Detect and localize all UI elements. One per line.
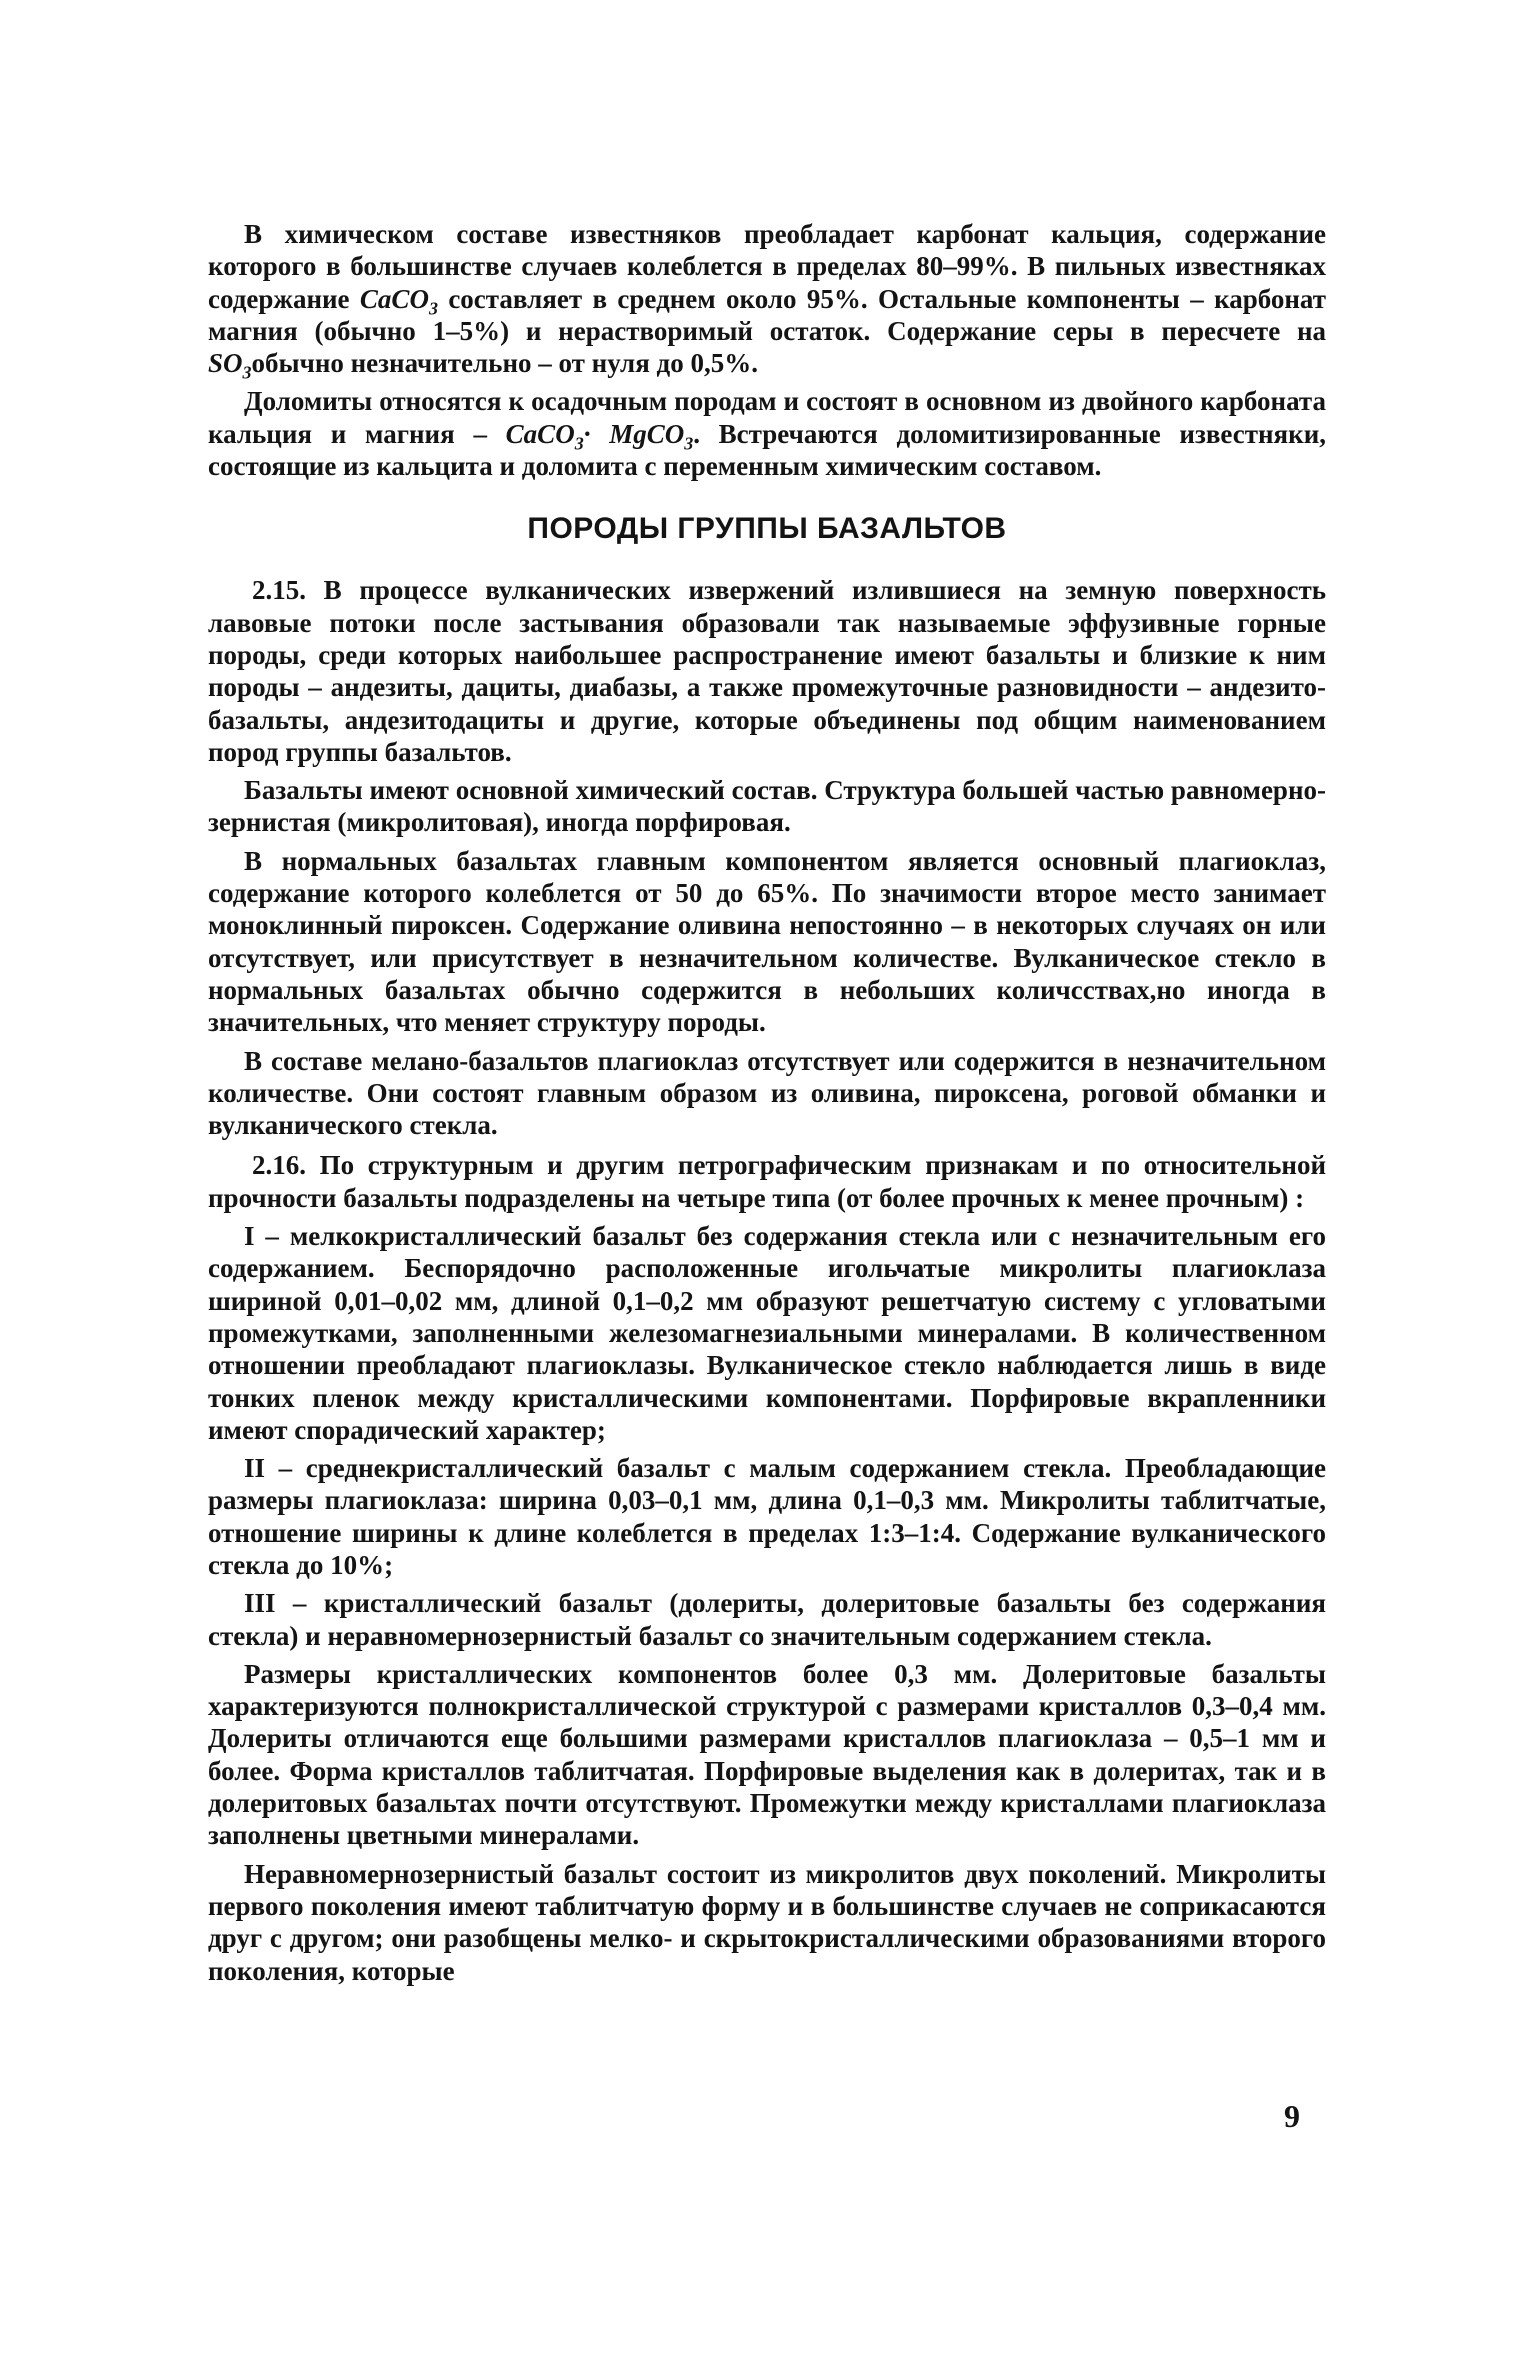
text-segment: Доломиты относятся к осадочным породам и состоят в основном из двойного карбоната кальция и магния – xyxy=(208,386,1326,449)
formula-dolomite: CaCO$_3$· MgCO$_3$ xyxy=(505,418,694,454)
paragraph-melano-basalts: В составе мелано-базальтов плагиоклаз отсутствует или содержится в незначительном количестве. Они состоят главным образом из оливина, пироксена, роговой обманки и вулканического стекла. xyxy=(208,1045,1326,1141)
formula-so3: $SO_3$ xyxy=(208,348,252,383)
paragraph-type-3: III – кристаллический базальт (долериты, долеритовые базальты без содержания стекла) и неравномернозернистый базальт со значительным содержанием стекла. xyxy=(208,1588,1326,1651)
paragraph-normal-basalts: В нормальных базальтах главным компонентом является основный плагиоклаз, содержание которого колеблется от 50 до 65%. По значимости второе место занимает моноклинный пироксен. Содержание оливина непостоянно – в некоторых случаях он или отсутствует, или присутствует в незначительном количестве. Вулканическое стекло в нормальных базальтах обычно содержится в небольших количсствах,но иногда в значительных, что меняет структуру породы. xyxy=(208,845,1326,1038)
paragraph-type-2: II – среднекристаллический базальт с малым содержанием стекла. Преобладающие размеры плагиоклаза: ширина 0,03–0,1 мм, длина 0,1–0,3 мм. Микролиты таблитчатые, отношение ширины к длине колеблется в пределах 1:3–1:4. Содержание вулканического стекла до 10%; xyxy=(208,1453,1326,1580)
paragraph-limestone-composition xyxy=(208,218,1326,383)
paragraph-basalt-structure: Базальты имеют основной химический состав. Структура большей частью равномерно-зернистая (микролитовая), иногда порфировая. xyxy=(208,775,1326,838)
text-segment: обычно незначительно – от нуля до 0,5%. xyxy=(251,348,758,379)
section-heading: ПОРОДЫ ГРУППЫ БАЗАЛЬТОВ xyxy=(527,512,1007,546)
paragraph-2-15: 2.15. В процессе вулканических извержений излившиеся на земную поверхность лавовые потоки после застывания образовали так называемые эффузивные горные породы, среди которых наибольшее распространение имеют базальты и близкие к ним породы – андезиты, дациты, диабазы, а также промежуточные разновидности – андезито-базальты, андезитодациты и другие, которые объединены под общим наименованием пород группы базальтов. xyxy=(208,575,1326,767)
paragraph-uneven-basalt: Неравномернозернистый базальт состоит из микролитов двух поколений. Микролиты первого поколения имеют таблитчатую форму и в большинстве случаев не соприкасаются друг с другом; они разобщены мелко- и скрытокристаллическими образованиями второго поколения, которые xyxy=(208,1858,1326,1986)
paragraph-type-1: I – мелкокристаллический базальт без содержания стекла или с незначительным его содержанием. Беспорядочно расположенные игольчатые микролиты плагиоклаза шириной 0,01–0,02 мм, длиной 0,1–0,2 мм образуют решетчатую систему с угловатыми промежутками, заполненными железомагнезиальными минералами. В количественном отношении преобладают плагиоклазы. Вулканическое стекло наблюдается лишь в виде тонких пленок между кристаллическими компонентами. Порфировые вкрапленники имеют спорадический характер; xyxy=(208,1221,1326,1445)
text-segment: В химическом составе известняков преобладает карбонат кальция, содержание которого в большинстве случаев колеблется в пределах 80–99%. В пильных известняках содержание xyxy=(208,219,1326,314)
text-segment: . Встречаются доломитизированные известняки, состоящие из кальцита и доломита с переменным химическим составом. xyxy=(208,418,1327,482)
text-segment: составляет в среднем около 95%. Остальные компоненты – карбонат магния (обычно 1–5%) и нерастворимый остаток. Содержание серы в пересчете на xyxy=(208,283,1326,346)
paragraph-2-16: 2.16. По структурным и другим петрографическим признакам и по относительной прочности базальты подразделены на четыре типа (от более прочных к менее прочным) : xyxy=(208,1150,1326,1213)
paragraph-crystal-sizes: Размеры кристаллических компонентов более 0,3 мм. Долеритовые базальты характеризуются полнокристаллической структурой с размерами кристаллов 0,3–0,4 мм. Долериты отличаются еще большими размерами кристаллов плагиоклаза – 0,5–1 мм и более. Форма кристаллов таблитчатая. Порфировые выделения как в долеритах, так и в долеритовых базальтах почти отсутствуют. Промежутки между кристаллами плагиоклаза заполнены цветными минералами. xyxy=(208,1658,1326,1851)
paragraph-dolomites xyxy=(208,385,1326,482)
formula-caco3: CaCO$_3$ xyxy=(359,283,438,318)
page-number: 9 xyxy=(1284,2098,1300,2134)
page-text-body xyxy=(208,218,1326,1987)
